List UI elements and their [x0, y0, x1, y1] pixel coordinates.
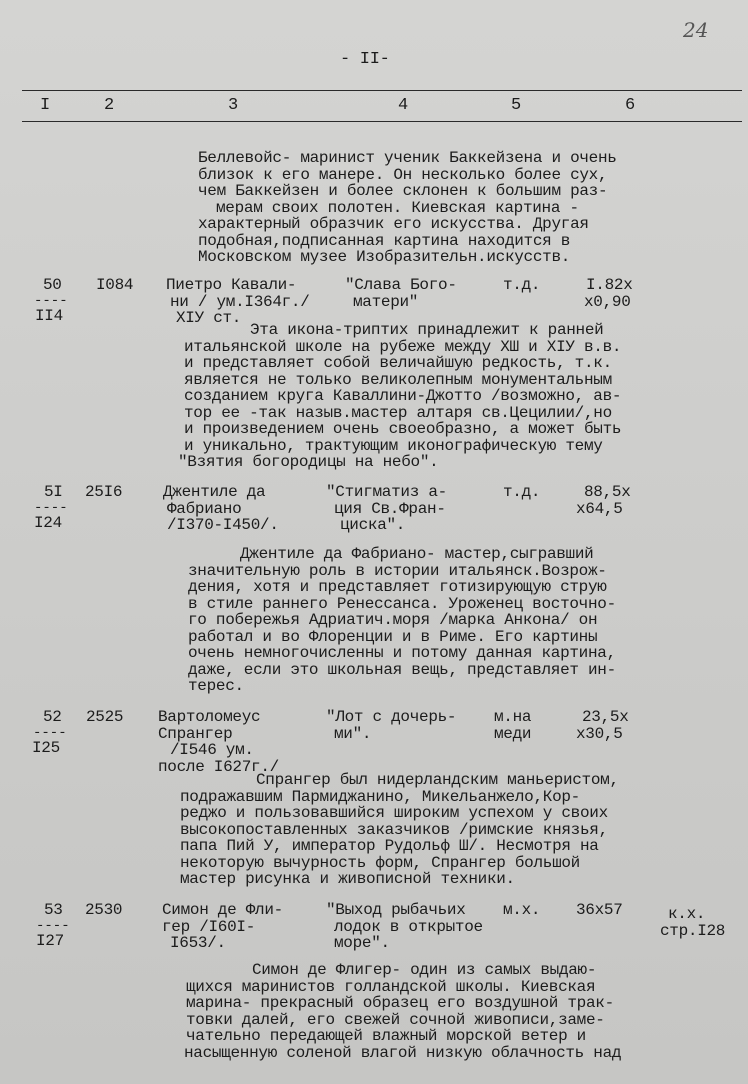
dimensions: [576, 484, 631, 517]
entry-description: [178, 321, 622, 471]
dimensions-line: 36x57: [576, 901, 623, 919]
note-line: стр.I28: [660, 921, 726, 940]
technique-line: т.д.: [503, 276, 541, 294]
page-number: - II-: [340, 50, 390, 69]
text-line: в стиле раннего Ренессанса. Уроженец восточно-: [188, 594, 616, 613]
column-header-5: 5: [511, 96, 521, 115]
text-line: мерам своих полотен. Киевская картина -: [216, 198, 579, 217]
text-line: Беллевойс- маринист ученик Баккейзена и очень: [198, 149, 617, 167]
author-line: после I627г./: [158, 757, 279, 776]
dimensions-line: 88,5x: [584, 483, 631, 501]
author: [166, 277, 310, 327]
entry-sub-number: I24: [34, 514, 62, 532]
author-line: гер /I60I-: [162, 917, 256, 936]
column-header-1: I: [40, 96, 50, 115]
author-line: Фабриано: [167, 499, 242, 518]
title-line: "Выход рыбачьих: [326, 901, 466, 919]
technique-line: м.на: [494, 708, 532, 726]
text-line: дения, хотя и представляет готизирующую струю: [188, 578, 607, 596]
entry-dash: ----: [34, 500, 68, 516]
header-rule-bottom: [22, 121, 742, 122]
technique: [494, 709, 531, 742]
author-line: I653/.: [170, 934, 226, 952]
text-line: папа Пий У, император Рудольф Ш/. Несмотря на: [180, 837, 599, 855]
text-line: чательно передающей влажный морской ветер и: [186, 1027, 586, 1045]
entry-number: 5I: [44, 483, 63, 501]
column-header-6: 6: [625, 96, 635, 115]
text-line: и произведением очень своеобразно, а может быть: [184, 420, 622, 438]
text-line: высокопоставленных заказчиков /римские князья,: [180, 820, 608, 839]
text-line: тор ее -так назыв.мастер алтаря св.Цецилии/,но: [184, 403, 612, 422]
dimensions-line: 23,5x: [582, 708, 629, 726]
technique: [503, 277, 540, 294]
handwritten-page-number: 24: [683, 18, 709, 42]
title-line: циска".: [340, 516, 406, 534]
dimensions: [584, 277, 633, 310]
dimensions-line: x64,5: [576, 499, 623, 518]
technique-line: т.д.: [503, 483, 541, 501]
text-line: подражавшим Пармиджанино, Микельанжело,Кор-: [180, 787, 580, 806]
author-line: ни / ум.I364г./: [170, 292, 310, 311]
text-line: некоторую вычурность форм, Спрангер большой: [180, 853, 580, 872]
dimensions-line: x0,90: [584, 292, 631, 311]
text-line: характерный образчик его искусства. Другая: [198, 215, 589, 233]
author-line: XIУ ст.: [176, 309, 242, 327]
text-line: Симон де Флигер- один из самых выдаю-: [252, 961, 597, 979]
text-line: марина- прекрасный образец его воздушной трак-: [186, 994, 614, 1012]
entry-number: 53: [44, 901, 63, 919]
text-line: созданием круга Каваллини-Джотто /возможно, ав-: [184, 387, 622, 405]
title-line: "Слава Бого-: [345, 276, 457, 294]
text-line: значительную роль в истории итальянск.Возрож-: [188, 561, 607, 580]
column-header-2: 2: [104, 96, 114, 115]
dimensions-line: I.82x: [586, 276, 633, 294]
entry-description: [188, 546, 616, 695]
dimensions: [576, 902, 623, 919]
title-line: ми".: [334, 724, 372, 743]
inventory-number: 2525: [86, 708, 124, 726]
text-line: Эта икона-триптих принадлежит к ранней: [250, 321, 604, 339]
title-line: матери": [353, 292, 419, 311]
text-line: и уникально, трактующим иконографическую тему: [184, 436, 603, 455]
text-line: итальянской школе на рубеже между XШ и XIУ в.в.: [184, 337, 622, 356]
text-line: Московском музее Изобразительн.искусств.: [198, 248, 571, 266]
column-header-3: 3: [228, 96, 238, 115]
artwork-title: [326, 709, 456, 742]
intro-paragraph: [198, 150, 617, 266]
text-line: "Взятия богородицы на небо".: [178, 453, 439, 471]
text-line: близок к его манере. Он несколько более сух,: [198, 165, 608, 184]
artwork-title: [326, 902, 483, 952]
entry-sub-number: II4: [35, 307, 63, 325]
text-line: подобная,подписанная картина находится в: [198, 231, 571, 250]
author-line: /I546 ум.: [170, 741, 254, 759]
text-line: товки далей, его свежей сочной живописи,заме-: [186, 1010, 605, 1029]
inventory-number: 25I6: [85, 483, 123, 501]
technique: [503, 484, 540, 501]
author-line: Спрангер: [158, 724, 233, 743]
text-line: терес.: [188, 677, 244, 695]
title-line: ция Св.Фран-: [334, 499, 446, 518]
title-line: "Лот с дочерь-: [326, 708, 457, 726]
author-line: /I370-I450/.: [167, 516, 279, 534]
text-line: работал и во Флоренции и в Риме. Его картины: [188, 627, 598, 646]
artwork-title: [345, 277, 457, 310]
title-line: лодок в открытое: [334, 917, 483, 936]
dimensions: [576, 709, 629, 742]
text-line: насыщенную соленой влагой низкую облачность над: [184, 1043, 622, 1062]
entry-description: [180, 772, 619, 888]
entry-dash: ----: [36, 918, 70, 934]
text-line: Джентиле да Фабриано- мастер,сыгравший: [240, 545, 594, 563]
column-header-4: 4: [398, 96, 408, 115]
note-line: к.х.: [668, 905, 706, 923]
entry-description: [186, 962, 621, 1061]
text-line: даже, если это школьная вещь, представляет ин-: [188, 660, 616, 679]
technique-line: м.х.: [503, 901, 541, 919]
entry-sub-number: I27: [36, 932, 64, 950]
entry-dash: ----: [34, 293, 68, 309]
technique: [503, 902, 540, 919]
title-line: море".: [334, 934, 390, 952]
text-line: Спрангер был нидерландским маньеристом,: [256, 771, 619, 789]
entry-sub-number: I25: [32, 739, 60, 757]
entry-dash: ----: [33, 725, 67, 741]
inventory-number: 2530: [85, 901, 123, 919]
text-line: мастер рисунка и живописной техники.: [180, 870, 515, 888]
author: [163, 484, 279, 534]
inventory-number: I084: [96, 276, 134, 294]
text-line: очень немногочисленны и потому данная картина,: [188, 644, 616, 662]
text-line: чем Баккейзен и более склонен к большим раз-: [198, 182, 608, 200]
artwork-title: [326, 484, 447, 534]
technique-line: меди: [494, 724, 532, 743]
author-line: Пиетро Кавали-: [166, 276, 297, 294]
author-line: Симон де Фли-: [162, 901, 283, 919]
author-line: Вартоломеус: [158, 708, 261, 726]
text-line: го побережья Адриатич.моря /марка Анкона/ он: [188, 611, 598, 629]
text-line: является не только великолепным монументальным: [184, 370, 612, 389]
entry-number: 50: [43, 276, 62, 294]
dimensions-line: x30,5: [576, 724, 623, 743]
author: [158, 709, 279, 775]
text-line: реджо и пользовавшийся широким успехом у своих: [180, 804, 608, 822]
author-line: Джентиле да: [163, 483, 266, 501]
title-line: "Стигматиз а-: [326, 483, 447, 501]
entry-note: [660, 906, 725, 939]
text-line: щихся маринистов голландской школы. Киевская: [186, 977, 596, 996]
entry-number: 52: [43, 708, 62, 726]
text-line: и представляет собой величайшую редкость, т.к.: [184, 354, 612, 372]
author: [162, 902, 283, 952]
header-rule-top: [22, 90, 742, 91]
